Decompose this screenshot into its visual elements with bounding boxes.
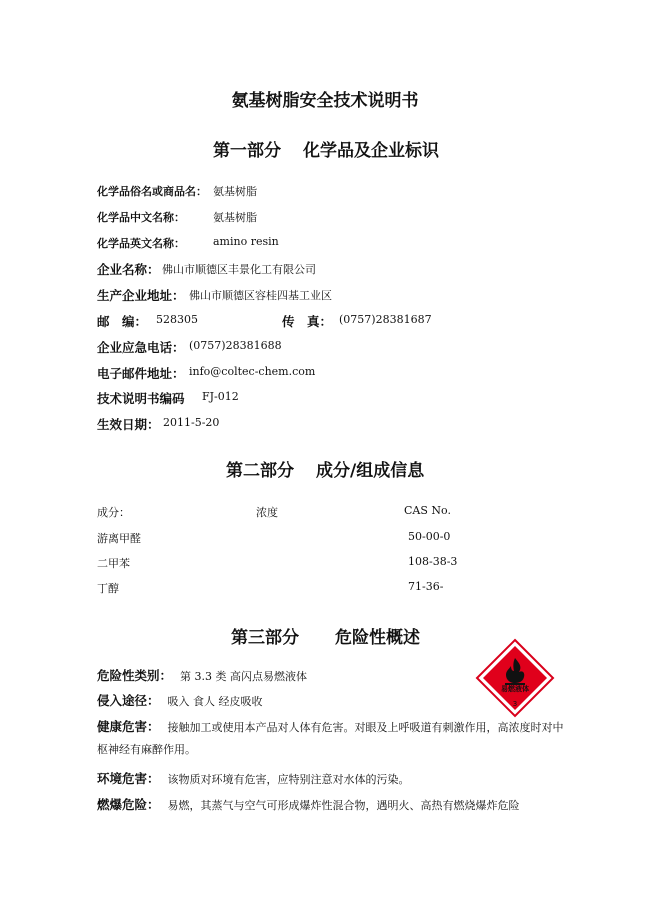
composition-header-name: 成分：	[97, 506, 130, 519]
field-value-company: 佛山市顺德区丰景化工有限公司	[162, 263, 316, 276]
field-label-english-name: 化学品英文名称：	[97, 237, 185, 250]
composition-row-name: 二甲苯	[97, 557, 130, 570]
field-value-effective-date: 2011-5-20	[163, 416, 220, 429]
field-label-effective-date: 生效日期：	[97, 417, 160, 432]
field-value-postcode: 528305	[156, 313, 198, 326]
field-label-address: 生产企业地址：	[97, 288, 185, 303]
part1-heading	[213, 136, 439, 161]
composition-header-cas: CAS No.	[404, 504, 451, 517]
field-value-chinese-name: 氨基树脂	[213, 211, 257, 224]
environmental-hazard-label: 环境危害：	[97, 771, 160, 786]
exposure-route-label: 侵入途径：	[97, 693, 160, 708]
fire-explosion-hazard-label: 燃爆危险：	[97, 797, 160, 812]
hazard-category	[97, 665, 567, 688]
part2-heading	[226, 456, 424, 481]
hazard-class-number: 3	[512, 700, 518, 708]
field-label-email: 电子邮件地址：	[97, 366, 185, 381]
composition-row-name: 游离甲醛	[97, 532, 141, 545]
field-label-common-name: 化学品俗名或商品名：	[97, 185, 207, 198]
composition-row-cas: 108-38-3	[408, 555, 458, 568]
part2-heading-number: 第二部分	[226, 461, 294, 481]
field-label-postcode: 邮 编：	[97, 314, 148, 329]
field-value-fax: (0757)28381687	[339, 313, 432, 326]
composition-row-name: 丁醇	[97, 582, 119, 595]
hazard-category-value: 第 3.3 类 高闪点易燃液体	[180, 670, 307, 683]
field-label-chinese-name: 化学品中文名称：	[97, 211, 185, 224]
environmental-hazard	[97, 768, 567, 791]
environmental-hazard-value: 该物质对环境有危害，应特别注意对水体的污染。	[167, 773, 410, 786]
composition-row-cas: 50-00-0	[408, 530, 451, 543]
part3-heading-text: 危险性概述	[335, 628, 420, 648]
fire-explosion-hazard	[97, 794, 567, 817]
field-value-emergency-phone: (0757)28381688	[189, 339, 282, 352]
field-label-fax: 传 真：	[282, 314, 333, 329]
field-label-company: 企业名称：	[97, 262, 160, 277]
hazard-sign-label: 易燃液体	[501, 685, 529, 693]
health-hazard-value: 接触加工或使用本产品对人体有危害。对眼及上呼吸道有刺激作用，高浓度时对中枢神经有麻醉作用。	[97, 721, 564, 756]
part2-heading-text: 成分/组成信息	[316, 461, 425, 481]
document-title: 氨基树脂安全技术说明书	[231, 91, 419, 111]
hazard-category-label: 危险性类别：	[97, 668, 173, 683]
health-hazard	[97, 716, 567, 761]
field-value-doc-code: FJ-012	[202, 390, 239, 403]
fire-explosion-hazard-value: 易燃，其蒸气与空气可形成爆炸性混合物，遇明火、高热有燃烧爆炸危险	[167, 799, 520, 812]
field-label-doc-code: 技术说明书编码	[97, 391, 185, 406]
exposure-route	[97, 690, 567, 713]
part1-heading-number: 第一部分	[213, 141, 281, 161]
part1-heading-text: 化学品及企业标识	[303, 141, 439, 161]
exposure-route-value: 吸入 食人 经皮吸收	[167, 695, 263, 708]
field-value-address: 佛山市顺德区容桂四基工业区	[189, 289, 332, 302]
composition-header-concentration: 浓度	[256, 506, 278, 519]
field-label-emergency-phone: 企业应急电话：	[97, 340, 185, 355]
part3-heading	[231, 623, 420, 648]
part3-heading-number: 第三部分	[231, 628, 299, 648]
composition-row-cas: 71-36-	[408, 580, 444, 593]
field-value-english-name: amino resin	[213, 235, 279, 248]
field-value-common-name: 氨基树脂	[213, 185, 257, 198]
health-hazard-label: 健康危害：	[97, 719, 160, 734]
field-value-email: info@coltec-chem.com	[189, 365, 316, 378]
